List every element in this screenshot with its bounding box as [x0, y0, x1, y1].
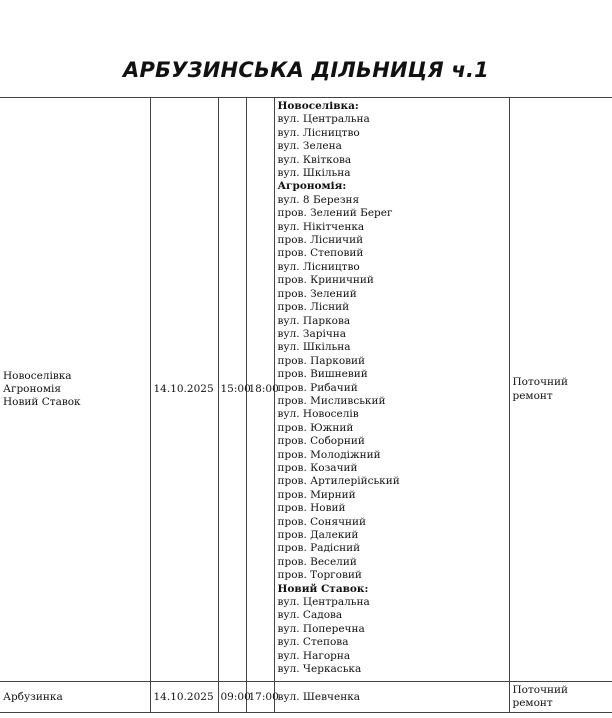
village-heading: Новоселівка: — [277, 100, 359, 112]
settlement-name: Новий Ставок — [3, 396, 81, 409]
street-item: пров. Молодіжний — [277, 448, 381, 461]
table-row — [0, 682, 612, 713]
street-item: вул. Шкільна — [277, 341, 351, 354]
street-item: вул. Шкільна — [277, 167, 351, 180]
street-item: вул. 8 Березня — [277, 193, 360, 206]
street-item: вул. Садова — [277, 609, 343, 622]
street-item: вул. Паркова — [277, 314, 351, 327]
village-heading: Новий Ставок: — [277, 582, 369, 595]
street-item: пров. Артилерійський — [277, 475, 400, 488]
street-item: пров. Веселий — [277, 555, 357, 568]
start-time-cell: 15:00 — [218, 98, 246, 682]
street-item: пров. Парковий — [277, 354, 366, 367]
schedule-table-body — [0, 98, 612, 713]
date-cell: 14.10.2025 — [150, 682, 218, 713]
street-item: пров. Торговий — [277, 569, 362, 582]
street-item: вул. Поперечна — [277, 622, 365, 635]
street-item: пров. Сонячний — [277, 515, 367, 528]
street-item: вул. Нікітченка — [277, 220, 365, 233]
street-item: вул. Центральна — [277, 113, 370, 126]
street-item: пров. Лісний — [277, 301, 350, 314]
street-item: вул. Степова — [277, 636, 349, 649]
date-cell: 14.10.2025 — [150, 98, 218, 682]
street-item: пров. Рибачий — [277, 381, 358, 394]
street-item: пров. Радісний — [277, 542, 361, 555]
street-item: вул. Центральна — [277, 596, 370, 609]
street-item: пров. Южний — [277, 421, 354, 434]
street-item: пров. Далекий — [277, 529, 359, 541]
street-item: вул. Лісництво — [277, 260, 360, 273]
settlements-cell — [0, 682, 150, 713]
street-item: вул. Нагорна — [277, 649, 351, 662]
outage-schedule-table — [0, 97, 612, 713]
street-item: пров. Степовий — [277, 247, 364, 260]
end-time-cell: 18:00 — [246, 98, 274, 682]
street-item: вул. Лісництво — [277, 126, 360, 139]
settlement-name: Агрономія — [3, 383, 61, 396]
street-item: пров. Лісничий — [277, 234, 364, 247]
street-item: пров. Козачий — [277, 461, 358, 474]
street-item: пров. Мисливський — [277, 394, 386, 407]
street-item: вул. Зарічна — [277, 327, 347, 340]
street-item: пров. Зелений Берег — [277, 207, 393, 220]
street-item: вул. Зелена — [277, 140, 342, 153]
street-item: пров. Соборний — [277, 435, 365, 448]
street-item: вул. Новоселів — [277, 408, 359, 421]
start-time-cell: 09:00 — [218, 682, 246, 713]
street-item: пров. Зелений — [277, 287, 357, 300]
settlement-name: Арбузинка — [3, 690, 63, 703]
work-type-cell: Поточний ремонт — [509, 682, 612, 713]
village-heading: Агрономія: — [277, 180, 347, 193]
street-item: пров. Криничний — [277, 274, 374, 287]
streets-cell — [274, 682, 509, 713]
work-type-cell: Поточний ремонт — [509, 98, 612, 682]
page-title: АРБУЗИНСЬКА ДІЛЬНИЦЯ ч.1 — [123, 58, 489, 82]
street-item: вул. Квіткова — [277, 153, 352, 166]
street-item: пров. Вишневий — [277, 368, 368, 381]
street-item: вул. Черкаська — [277, 663, 362, 676]
end-time-cell: 17:00 — [246, 682, 274, 713]
street-item: пров. Мирний — [277, 488, 356, 501]
settlements-cell — [0, 98, 150, 682]
streets-cell — [274, 98, 509, 682]
table-row — [0, 98, 612, 682]
street-item: пров. Новий — [277, 502, 346, 515]
street-item: вул. Шевченка — [277, 690, 361, 703]
settlement-name: Новоселівка — [3, 369, 72, 382]
